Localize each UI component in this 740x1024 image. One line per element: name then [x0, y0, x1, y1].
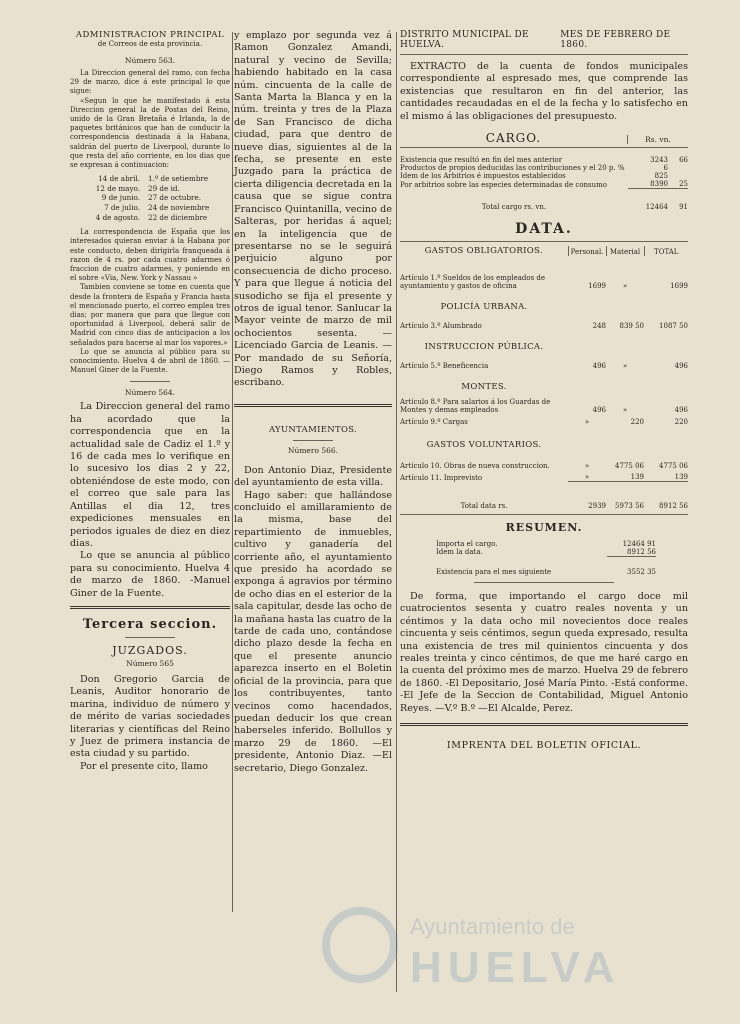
resumen-table — [436, 540, 656, 577]
account-header — [400, 30, 688, 50]
column-3 — [400, 30, 688, 751]
divider — [130, 381, 170, 382]
watermark-logo — [320, 890, 700, 1000]
notice-564-signature: Lo que se anuncia al público para su conocimiento. Huelva 4 de marzo de 1860. -Manuel Giner de la Fuente. — [70, 550, 230, 599]
table-row: Artículo 1.º Sueldos de los empleados de ayuntamiento y gastos de oficina 1699 » 1699 — [400, 273, 688, 290]
date-row: 4 de agosto. 22 de diciembre — [95, 212, 208, 222]
table-row: Artículo 8.º Para salarios á los Guardas de Montes y demas empleados 496 » 496 — [400, 397, 688, 414]
date-row: 9 de junio. 27 de octubre. — [101, 193, 202, 203]
notice-number-566: Número 566. — [287, 445, 339, 455]
notice-563-note: Tambien conviene se tome en cuenta que desde la frontera de España y Francia hasta el mencionado puerto, el correo emplea tres dias; por manera que para que llegue con oportunidad á Liverpool, deberá salir de Madrid con cinco dias de anticipacion a los señalados para hacerse al mar los vapores.» — [70, 283, 230, 347]
month-title: MES DE FEBRERO DE 1860. — [560, 30, 671, 50]
district-title: DISTRITO MUNICIPAL DE HUELVA. — [400, 30, 529, 50]
divider — [400, 514, 688, 515]
table-row: Idem la data. 8912 56 — [436, 547, 656, 557]
column-rule-1 — [232, 32, 233, 912]
table-group-row: POLICÍA URBANA. — [440, 301, 528, 312]
date-row: 14 de abril. 1.º de setiembre — [98, 174, 209, 184]
table-row: Artículo 10. Obras de nueva construccion. » 4775 06 4775 06 — [400, 461, 688, 470]
notice-number-565: Número 565 — [126, 658, 174, 668]
table-row: Artículo 11. Imprevisto » 139 139 — [400, 473, 688, 482]
notice-565-start: Por el presente cito, llamo — [80, 760, 208, 772]
notice-563-body: «Segun lo que he manifestado á esta Direccion general la de Postas del Reino, unido de la Gran Bretaña é Irlanda, la de paquetes británicos que han de conducir la correspondencia destinada á la Habana, saldrán del puerto de Liverpool, durante lo que resta del año corriente, en los dias que se expresan á continuacion: — [70, 96, 230, 170]
column-2 — [234, 30, 392, 775]
table-row: Artículo 9.º Cargas » 220 220 — [400, 417, 688, 426]
column-rule-2 — [396, 32, 397, 992]
divider — [474, 582, 614, 583]
table-row-total: Total data rs. 2939 5973 56 8912 56 — [400, 482, 688, 510]
date-row: 7 de julio. 24 de noviembre — [104, 203, 210, 213]
cargo-title: CARGO. — [485, 131, 542, 146]
notice-563-intro: La Direccion general del ramo, con fecha 29 de marzo, dice á este principal lo que sigue: — [70, 69, 230, 96]
watermark-line-2: HUELVA — [410, 943, 621, 992]
currency-header: Rs. vn. — [627, 135, 688, 144]
notice-565-header: Don Gregorio Garcia de Leanis, Auditor honorario de marina, individuo de número y de mérito de varias sociedades literarias y científicas del Reino y Juez de primera instancia de esta ciudad y su partido. — [70, 673, 230, 760]
notice-563-correspondence: La correspondencia de España que los interesados quieran enviar á la Habana por este conducto, deben dirigirla franqueada á razon de 4 rs. por cada cuatro adarmes ó fraccion de cuatro adarmes, y poniendo en el sobre «Via, New. York y Nassau » — [70, 228, 230, 283]
table-row: Artículo 3.º Alumbrado 248 839 50 1087 50 — [400, 321, 688, 330]
section-divider — [234, 404, 392, 407]
printer-imprint: IMPRENTA DEL BOLETIN OFICIAL. — [446, 740, 642, 752]
resumen-title: RESUMEN. — [505, 520, 583, 534]
table-group-row: INSTRUCCION PÚBLICA. — [424, 341, 544, 352]
table-row: Idem de los Arbitrios é impuestos establecidos 825 — [400, 172, 668, 181]
notice-566-body: Hago saber: que hallándose concluido el amillaramiento de la misma, base del repartimiento de inmuebles, cultivo y ganadería del corriente año, el ayuntamiento que presido ha acordado se exponga á agravios por término de ocho dias en el esterior de la sala capitular, desde las ocho de la mañana hasta las cuatro de la tarde de cada uno, contándose dicho plazo desde la fecha en que el presente anuncio aparezca inserto en el Boletin oficial de la provincia, para que los contribuyentes, tanto vecinos como hacendados, puedan deducir los que crean haberseles inferido. Bollullos y marzo 29 de 1860. —El presidente, Antonio Diaz. —El secretario, Diego Gonzalez. — [234, 489, 392, 774]
divider — [400, 54, 688, 55]
org-title: ADMINISTRACION PRINCIPAL — [75, 30, 225, 40]
cargo-table — [400, 156, 688, 211]
account-extract: EXTRACTO de la cuenta de fondos municipales correspondiente al espresado mes, que comprende las existencias que resultaron en fin del anterior, las cantidades recaudadas en el de la fecha y lo satisfecho en el mismo á las obligaciones del presupuesto. — [400, 61, 688, 122]
date-row: 12 de mayo. 29 de id. — [95, 183, 180, 193]
cargo-header — [400, 131, 688, 145]
departure-dates — [70, 174, 230, 222]
table-group-row: MONTES. — [461, 381, 507, 392]
table-row: Existencia que resultó en fin del mes anterior 3243 66 — [400, 156, 688, 165]
data-table — [400, 246, 688, 510]
table-group-row: GASTOS VOLUNTARIOS. — [426, 439, 542, 450]
watermark-line-1: Ayuntamiento de — [410, 914, 575, 939]
table-row-total: Total cargo rs. vn. 12464 91 — [400, 189, 688, 211]
ayuntamientos-title: AYUNTAMIENTOS. — [268, 424, 358, 435]
watermark-ring-icon — [326, 911, 394, 979]
table-row-total: Existencia para el mes siguiente 3552 35 — [436, 556, 656, 576]
table-row: Artículo 5.º Beneficencia 496 » 496 — [400, 361, 688, 370]
column-1 — [70, 30, 230, 773]
notice-565-continued: y emplazo por segunda vez á Ramon Gonzalez Amandi, natural y vecino de Sevilla; habiendo habitado en la casa núm. cincuenta de la calle de Santa Marta la Blanca y en la núm. treinta y tres de la Plaza de San Francisco de dicha ciudad, para que dentro de nueve dias, siguientes al de la fecha, se presente en este Juzgado para la práctica de cierta diligencia decretada en la causa que se sigue contra Francisco Quintanilla, vecino de Salteras, por heridas á aquel; en la inteligencia que de presentarse no se le seguirá perjuicio alguno por consecuencia de dicho proceso. Y para que llegue á noticia del susodicho se fija el presente y otros de igual tenor. Sanlucar la Mayor veinte de marzo de mil ochocientos sesenta. —Licenciado Garcia de Leanis. —Por mandado de su Señoría, Diego Ramos y Robles, escribano. — [234, 30, 392, 389]
org-subtitle: de Correos de esta provincia. — [97, 40, 203, 48]
notice-number-563: Número 563. — [124, 56, 176, 65]
notice-564-body: La Direccion general del ramo ha acordado que la correspondencia que en la actualidad sale de Cadiz el 1.º y 16 de cada mes lo verifique en lo sucesivo los dias 2 y 22, obteniéndose de este modo, con el correo que sale para las Antillas el dia 12, tres expediciones mensuales en periodos iguales de diez en diez dias. — [70, 401, 230, 549]
notice-566-header: Don Antonio Diaz, Presidente del ayuntamiento de esta villa. — [234, 464, 392, 489]
table-row: Por arbitrios sobre las especies determinadas de consumo 8390 25 — [400, 180, 688, 189]
section-divider — [70, 606, 230, 609]
account-closing: De forma, que importando el cargo doce mil cuatrocientos sesenta y cuatro reales noventa y un céntimos y la data ocho mil novecientos doce reales cincuenta y seis céntimos, segun queda expresado, resulta una existencia de tres mil quinientos cincuenta y dos reales treinta y cinco céntimos, de que me haré cargo en la cuenta del próximo mes de marzo. Huelva 29 de febrero de 1860. -El Depositario, José María Pinto. -Está conforme. -El Jefe de la Seccion de Contabilidad, Miguel Antonio Reyes. —V.º B.º —El Alcalde, Perez. — [400, 591, 688, 714]
divider — [400, 241, 688, 242]
table-row: Importa el cargo. 12464 91 — [436, 539, 656, 548]
section-divider — [400, 723, 688, 726]
divider — [400, 147, 688, 148]
divider — [293, 440, 333, 441]
section-title-tercera: Tercera seccion. — [82, 616, 218, 632]
divider — [125, 637, 175, 638]
notice-number-564: Número 564. — [124, 388, 176, 398]
notice-563-signature: Lo que se anuncia al público para su conocimiento. Huelva 4 de abril de 1860. —Manuel Giner de la Fuente. — [70, 347, 230, 375]
juzgados-title: JUZGADOS. — [112, 643, 188, 657]
table-row: Productos de propios deducidas las contribuciones y el 20 p. % 6 — [400, 164, 668, 173]
table-header-row: GASTOS OBLIGATORIOS. Personal. Material TOTAL — [400, 246, 688, 256]
data-title: DATA. — [515, 220, 573, 237]
